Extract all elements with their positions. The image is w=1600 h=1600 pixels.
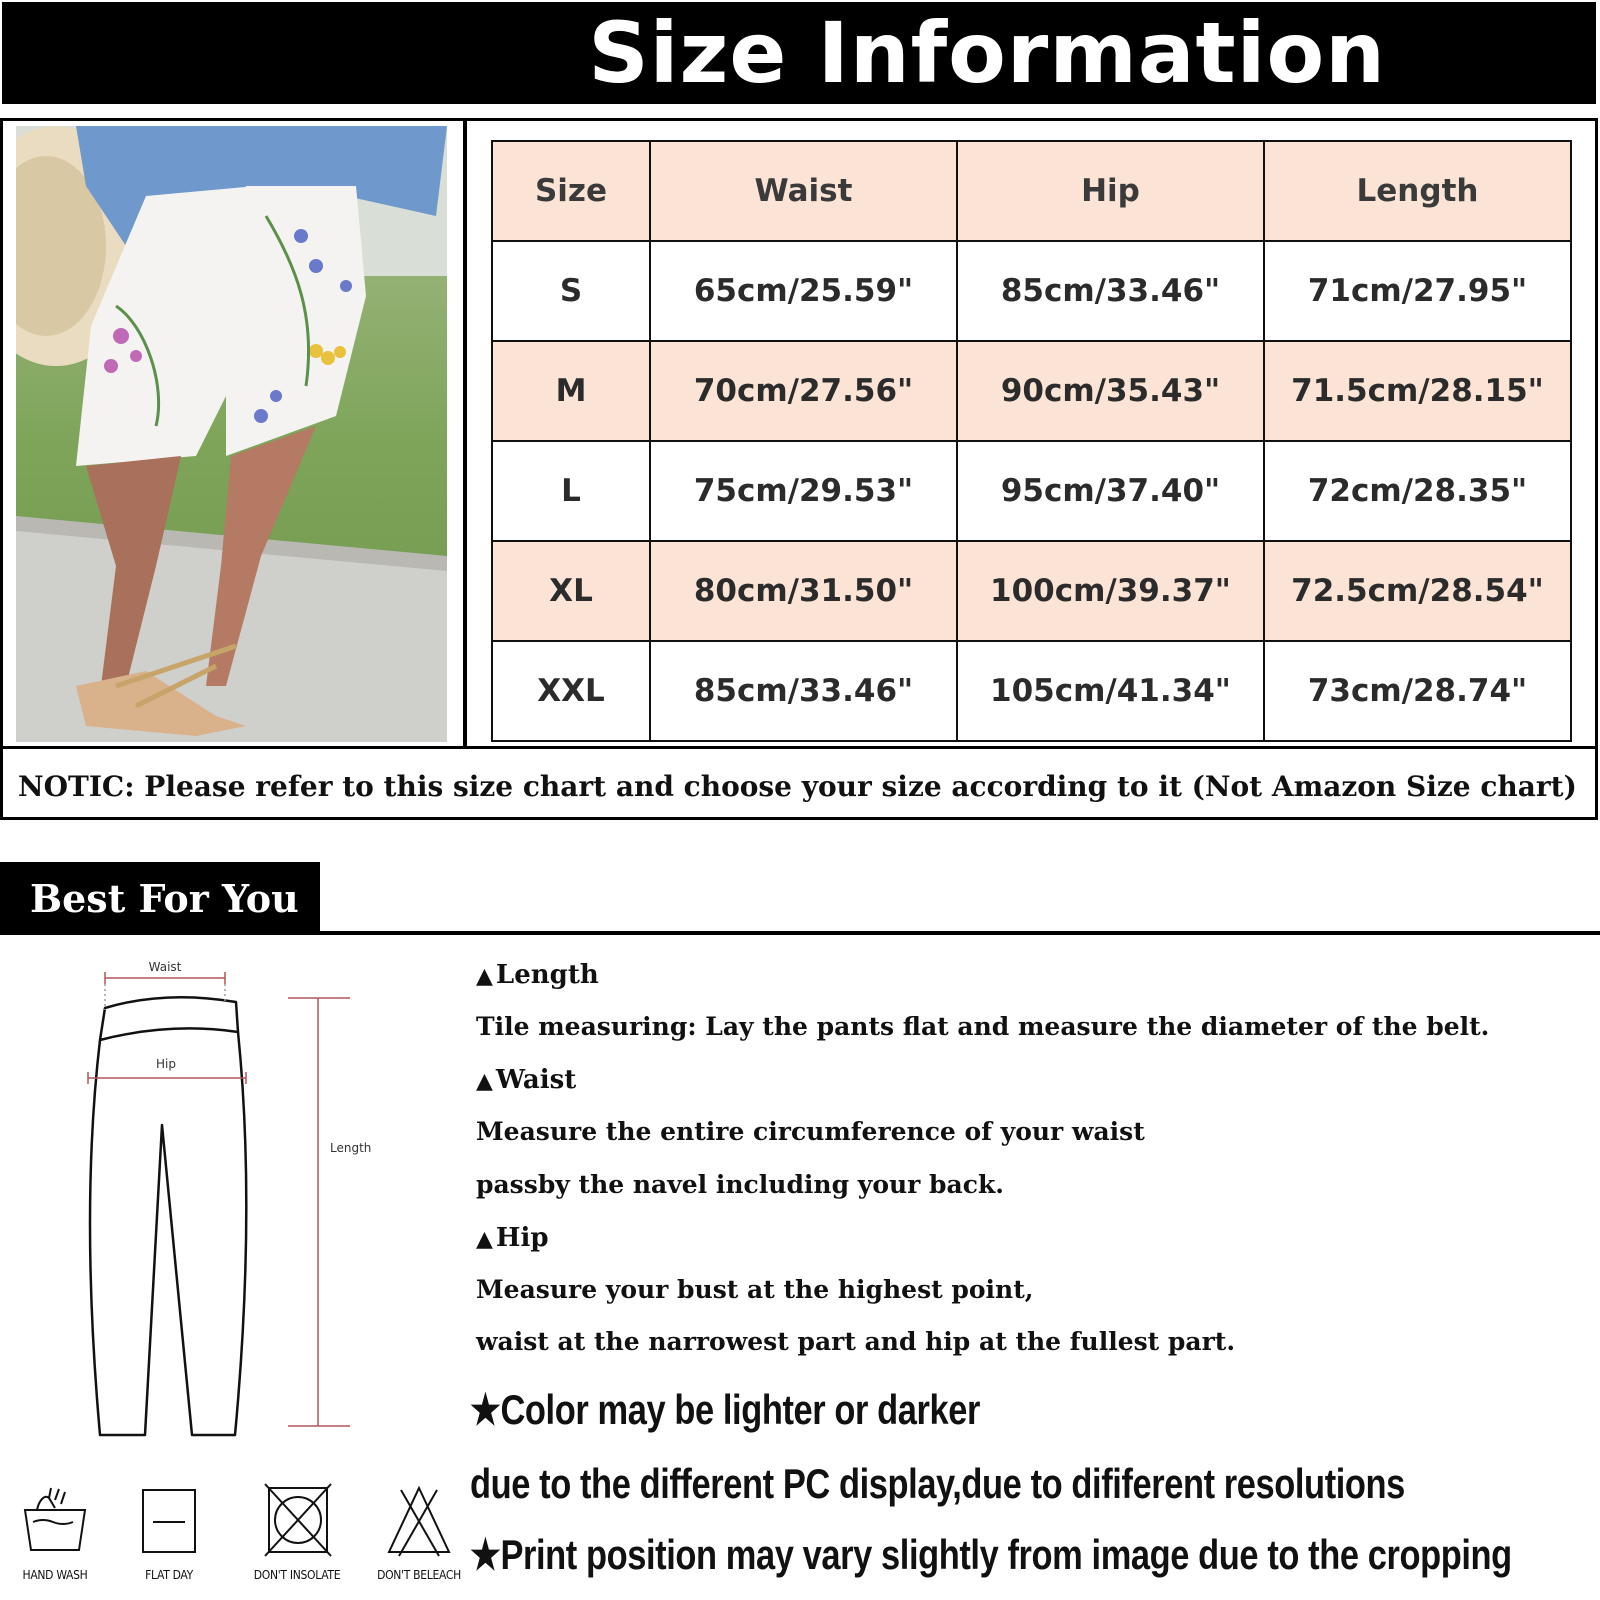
column-header-waist: Waist: [650, 141, 957, 241]
display-note: due to the different PC display,due to dififerent resolutions: [470, 1460, 1405, 1507]
hip-cell: 90cm/35.43": [957, 341, 1264, 441]
panel-divider: [463, 118, 467, 746]
waist-cell: 70cm/27.56": [650, 341, 957, 441]
waist-diagram-label: Waist: [148, 960, 182, 974]
title-bar: [2, 2, 1596, 104]
hip-diagram-label: Hip: [156, 1057, 176, 1071]
size-row-xxl: [492, 641, 1571, 741]
section-rule: [0, 931, 1600, 935]
column-header-size: Size: [492, 141, 650, 241]
size-chart-table: [491, 140, 1572, 742]
hip-instruction-line: Measure your bust at the highest point,: [476, 1275, 1034, 1304]
hip-cell: 85cm/33.46": [957, 241, 1264, 341]
hip-cell: 100cm/39.37": [957, 541, 1264, 641]
waist-cell: 80cm/31.50": [650, 541, 957, 641]
size-cell: M: [492, 341, 650, 441]
waist-instruction-line: Measure the entire circumference of your waist: [476, 1117, 1145, 1146]
do-not-bleach-care: DON'T BELEACH: [364, 1480, 474, 1582]
notice-box: [0, 746, 1598, 820]
length-heading: ▲ Length: [476, 960, 599, 990]
best-for-you-tab: [0, 862, 320, 934]
hip-instruction-line: waist at the narrowest part and hip at the fullest part.: [476, 1327, 1236, 1356]
waist-cell: 75cm/29.53": [650, 441, 957, 541]
hand-wash-care: HAND WASH: [0, 1480, 110, 1582]
size-row-xl: [492, 541, 1571, 641]
do-not-tumble-dry-care: DON'T INSOLATE: [242, 1480, 352, 1582]
length-cell: 71cm/27.95": [1264, 241, 1571, 341]
size-row-m: [492, 341, 1571, 441]
waist-cell: 65cm/25.59": [650, 241, 957, 341]
size-cell: XXL: [492, 641, 650, 741]
column-header-length: Length: [1264, 141, 1571, 241]
hip-heading: ▲ Hip: [476, 1223, 549, 1253]
length-cell: 71.5cm/28.15": [1264, 341, 1571, 441]
length-cell: 73cm/28.74": [1264, 641, 1571, 741]
product-photo: [16, 126, 447, 742]
hip-cell: 95cm/37.40": [957, 441, 1264, 541]
size-cell: S: [492, 241, 650, 341]
length-diagram-label: Length: [330, 1141, 372, 1155]
column-header-hip: Hip: [957, 141, 1264, 241]
flat-dry-icon: [129, 1480, 209, 1560]
waist-instruction-line: passby the navel including your back.: [476, 1170, 1004, 1199]
hand-wash-icon: [15, 1480, 95, 1560]
triangle-icon: ▲: [476, 1226, 493, 1252]
waist-heading: ▲ Waist: [476, 1065, 577, 1095]
do-not-bleach-icon: [379, 1480, 459, 1560]
do-not-tumble-dry-icon: [257, 1480, 337, 1560]
best-for-you-title: Best For You: [30, 875, 299, 921]
triangle-icon: ▲: [476, 963, 493, 989]
print-position-note: ★Print position may vary slightly from image due to the cropping: [470, 1531, 1512, 1578]
product-photo-illustration: [16, 126, 447, 742]
size-row-s: [492, 241, 1571, 341]
size-cell: XL: [492, 541, 650, 641]
length-cell: 72.5cm/28.54": [1264, 541, 1571, 641]
waist-cell: 85cm/33.46": [650, 641, 957, 741]
size-table-header-row: [492, 141, 1571, 241]
hip-cell: 105cm/41.34": [957, 641, 1264, 741]
flat-dry-care: FLAT DAY: [114, 1480, 224, 1582]
waistband-outline: [100, 997, 238, 1040]
page-title: Size Information: [588, 4, 1386, 102]
pants-measurement-diagram: [60, 960, 420, 1450]
size-row-l: [492, 441, 1571, 541]
size-cell: L: [492, 441, 650, 541]
triangle-icon: ▲: [476, 1068, 493, 1094]
notice-text: NOTIC: Please refer to this size chart and choose your size according to it (Not Amazon Size chart): [18, 769, 1577, 803]
length-instruction: Tile measuring: Lay the pants flat and measure the diameter of the belt.: [476, 1012, 1490, 1041]
length-cell: 72cm/28.35": [1264, 441, 1571, 541]
color-note: ★Color may be lighter or darker: [470, 1386, 981, 1433]
